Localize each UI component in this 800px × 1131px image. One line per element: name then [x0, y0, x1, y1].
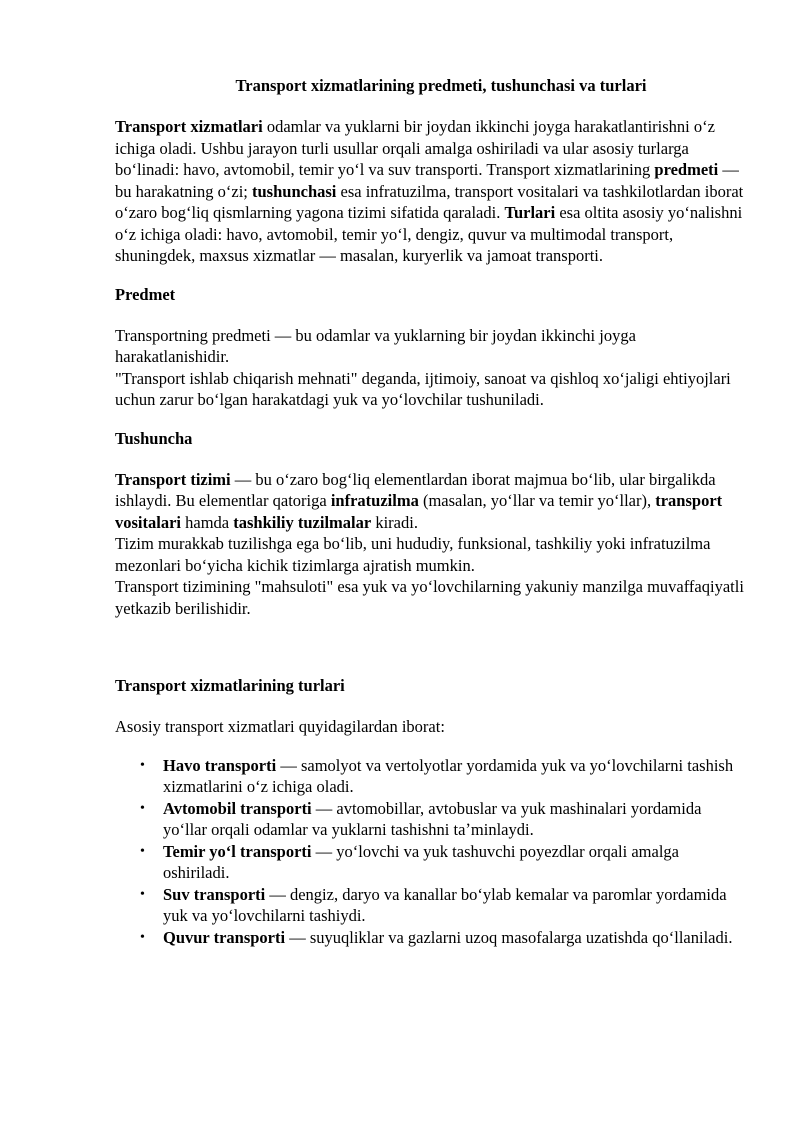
blank-space	[115, 619, 745, 675]
intro-bold-turlari: Turlari	[504, 203, 556, 222]
predmet-block	[115, 325, 745, 411]
list-item	[115, 927, 745, 949]
list-item-description: — dengiz, daryo va kanallar boʻylab kemalar va paromlar yordamida yuk va yoʻlovchilarni tashiydi.	[163, 884, 727, 925]
transport-types-list	[115, 755, 745, 949]
bullet-icon: •	[140, 929, 145, 945]
section-heading-predmet: Predmet	[115, 284, 176, 304]
predmet-line-1: Transportning predmeti — bu odamlar va yuklarning bir joydan ikkinchi joyga harakatlanishidir.	[115, 325, 636, 366]
document-title: Transport xizmatlarining predmeti, tushunchasi va turlari	[235, 76, 647, 95]
tushuncha-block	[115, 469, 745, 620]
tushuncha-text-4: kiradi.	[371, 512, 418, 532]
tushuncha-bold-transport-vositalari: transport vositalari	[115, 491, 723, 532]
list-item-name: Havo transporti	[163, 755, 277, 775]
intro-bold-tushunchasi: tushunchasi	[252, 181, 337, 201]
turlari-lead: Asosiy transport xizmatlari quyidagilardan iborat:	[115, 717, 445, 736]
list-item-description: — yoʻlovchi va yuk tashuvchi poyezdlar orqali amalga oshiriladi.	[163, 841, 679, 882]
list-item	[115, 884, 745, 927]
intro-text-4: esa oltita asosiy yoʻnalishni oʻz ichiga oladi: havo, avtomobil, temir yoʻl, dengiz, quvur va multimodal transport, shuningdek, maxsus xizmatlar — masalan, kuryerlik va jamoat transporti.	[115, 203, 743, 265]
tushuncha-bold-infratuzilma: infratuzilma	[330, 491, 419, 510]
intro-text-3: esa infratuzilma, transport vositalari va tashkilotlardan iborat oʻzaro bogʻliq qismlarning yagona tizimi sifatida qaraladi.	[115, 181, 744, 222]
intro-bold-transport-services: Transport xizmatlari	[115, 117, 263, 136]
tushuncha-bold-tashkiliy-tuzilmalar: tashkiliy tuzilmalar	[233, 512, 372, 532]
intro-text-2: — bu harakatning oʻzi;	[115, 160, 739, 201]
list-item-name: Suv transporti	[163, 884, 266, 904]
tushuncha-line-2: Tizim murakkab tuzilishga ega boʻlib, uni hududiy, funksional, tashkiliy yoki infratuzilma mezonlari boʻyicha kichik tizimlarga ajratish mumkin.	[115, 534, 711, 575]
tushuncha-line-1	[115, 469, 745, 534]
list-item-name: Quvur transporti	[163, 927, 286, 947]
tushuncha-bold-transport-tizimi: Transport tizimi	[115, 469, 231, 489]
list-item-description: — suyuqliklar va gazlarni uzoq masofalarga uzatishda qoʻllaniladi.	[285, 927, 733, 947]
intro-paragraph	[115, 116, 745, 267]
tushuncha-text-2: (masalan, yoʻllar va temir yoʻllar),	[418, 491, 656, 510]
tushuncha-text-1: — bu oʻzaro bogʻliq elementlardan iborat majmua boʻlib, ular birgalikda ishlaydi. Bu elementlar qatoriga	[115, 469, 716, 510]
list-item	[115, 841, 745, 884]
tushuncha-line-3: Transport tizimining "mahsuloti" esa yuk va yoʻlovchilarning yakuniy manzilga muvaffaqiyatli yetkazib berilishidir.	[115, 577, 744, 618]
list-item	[115, 755, 745, 798]
bullet-icon: •	[140, 843, 145, 859]
intro-text-1: odamlar va yuklarni bir joydan ikkinchi joyga harakatlantirishni oʻz ichiga oladi. Ushbu jarayon turli usullar orqali amalga oshiriladi va ular asosiy turlarga boʻlinadi: havo, avtomobil, temir yoʻl va suv transporti. Transport xizmatlarining	[115, 117, 715, 179]
intro-bold-predmeti: predmeti	[654, 160, 719, 179]
document-page	[115, 75, 745, 948]
predmet-line-2: "Transport ishlab chiqarish mehnati" deganda, ijtimoiy, sanoat va qishloq xoʻjaligi ehtiyojlari uchun zarur boʻlgan harakatdagi yuk va yoʻlovchilar tushuniladi.	[115, 368, 731, 409]
list-item-name: Avtomobil transporti	[163, 798, 312, 818]
bullet-icon: •	[140, 757, 145, 773]
bullet-icon: •	[140, 800, 145, 816]
list-item	[115, 798, 745, 841]
tushuncha-text-3: hamda	[181, 512, 234, 532]
list-item-description: — avtomobillar, avtobuslar va yuk mashinalari yordamida yoʻllar orqali odamlar va yuklarni tashishni taʼminlaydi.	[163, 798, 702, 839]
bullet-icon: •	[140, 886, 145, 902]
list-item-name: Temir yoʻl transporti	[163, 841, 312, 861]
section-heading-turlari: Transport xizmatlarining turlari	[115, 676, 345, 695]
section-heading-tushuncha: Tushuncha	[115, 428, 193, 448]
list-item-description: — samolyot va vertolyotlar yordamida yuk va yoʻlovchilarni tashish xizmatlarini oʻz ichiga oladi.	[163, 755, 734, 796]
